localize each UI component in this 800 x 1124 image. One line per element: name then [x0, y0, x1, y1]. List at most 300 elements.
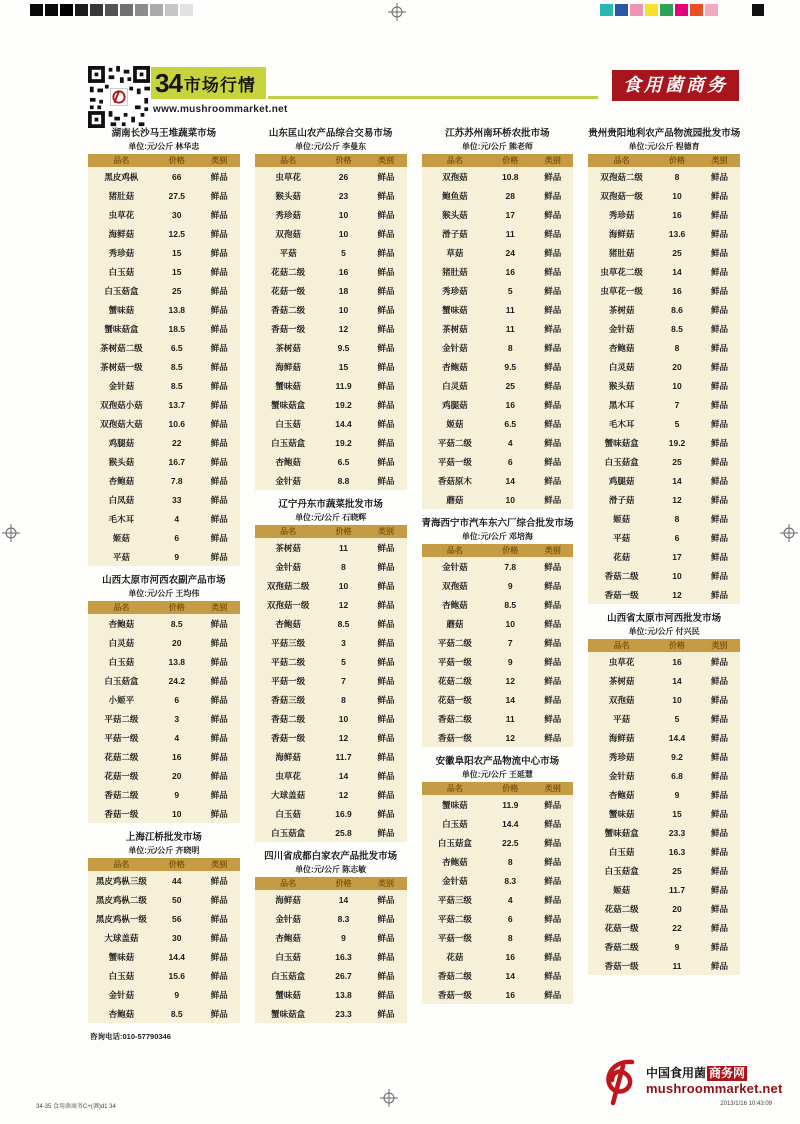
category-cell: 鲜品: [544, 475, 562, 486]
category-cell: 鲜品: [544, 361, 562, 372]
price-cell: 9: [507, 580, 513, 591]
market-unit-reporter: 单位:元/公斤 王均伟: [128, 589, 200, 598]
table-row: [88, 947, 240, 966]
column-header-category: 类别: [199, 858, 240, 871]
product-name-cell: 平菇二级: [437, 437, 472, 448]
category-cell: 鲜品: [711, 456, 729, 467]
table-row: [88, 1004, 240, 1023]
calibration-swatch: [690, 4, 703, 16]
table-row: [422, 319, 574, 338]
column-header-category: 类别: [532, 544, 573, 557]
product-name-cell: 双孢菇: [608, 694, 635, 705]
product-name-cell: 花菇: [613, 551, 631, 562]
price-cell: 8: [507, 932, 513, 943]
category-cell: 鲜品: [377, 789, 395, 800]
category-cell: 鲜品: [210, 361, 228, 372]
product-name-cell: 海鲜菇: [275, 751, 301, 762]
category-cell: 鲜品: [210, 894, 228, 905]
table-header-row: [588, 154, 740, 167]
price-cell: 6.8: [671, 770, 683, 781]
price-cell: 14.4: [668, 732, 686, 743]
category-cell: 鲜品: [711, 399, 729, 410]
category-cell: 鲜品: [544, 951, 562, 962]
table-row: [588, 671, 740, 690]
category-cell: 鲜品: [711, 361, 729, 372]
table-row: [422, 966, 574, 985]
price-cell: 8.5: [170, 361, 183, 372]
price-cell: 10: [672, 380, 682, 391]
product-name-cell: 香菇一级: [271, 323, 306, 334]
table-row: [88, 167, 240, 186]
category-cell: 鲜品: [377, 913, 395, 924]
table-row: [255, 633, 407, 652]
price-cell: 10: [505, 494, 515, 505]
table-row: [88, 528, 240, 547]
table-row: [255, 1004, 407, 1023]
market-title: 湖南长沙马王堆蔬菜市场: [111, 128, 217, 139]
price-table: [422, 782, 574, 1004]
page-title: 市场行情: [183, 75, 256, 95]
market-section: [588, 613, 740, 975]
price-cell: 10.8: [501, 171, 519, 182]
table-row: [255, 471, 407, 490]
market-title: 江苏苏州南环桥农批市场: [445, 128, 550, 139]
category-cell: 鲜品: [377, 751, 395, 762]
registration-mark-left: [2, 524, 20, 542]
table-row: [88, 547, 240, 566]
registration-mark-right: [780, 524, 798, 542]
category-cell: 鲜品: [210, 494, 228, 505]
price-cell: 11: [505, 323, 515, 334]
category-cell: 鲜品: [377, 561, 395, 572]
product-name-cell: 花菇一级: [271, 285, 306, 296]
table-row: [588, 452, 740, 471]
table-header-row: [88, 154, 240, 167]
column-4: [588, 128, 740, 1032]
category-cell: 鲜品: [711, 570, 729, 581]
price-cell: 10: [172, 808, 182, 819]
table-row: [588, 880, 740, 899]
category-cell: 鲜品: [544, 970, 562, 981]
category-cell: 鲜品: [711, 770, 729, 781]
product-name-cell: 蟹味菇: [442, 304, 468, 315]
price-cell: 25: [672, 247, 682, 258]
product-name-cell: 白玉菇: [608, 846, 635, 857]
column-header-price: 价格: [322, 154, 366, 167]
column-header-category: 类别: [699, 154, 740, 167]
table-header-row: [422, 782, 574, 795]
category-cell: 鲜品: [544, 561, 562, 572]
product-name-cell: 香菇二级: [271, 304, 306, 315]
product-name-cell: 蟹味菇: [275, 989, 301, 1000]
price-cell: 5: [674, 418, 680, 429]
product-name-cell: 海鲜菇: [108, 228, 135, 239]
price-cell: 25: [172, 285, 182, 296]
column-header-name: 品名: [588, 154, 655, 167]
table-row: [422, 452, 574, 471]
category-cell: 鲜品: [377, 951, 395, 962]
price-cell: 25: [505, 380, 515, 391]
table-row: [422, 985, 574, 1004]
bottom-logo: [596, 1056, 783, 1106]
price-cell: 19.2: [335, 437, 352, 448]
print-black-square: [752, 4, 764, 16]
price-cell: 8.5: [170, 1008, 183, 1019]
category-cell: 鲜品: [711, 589, 729, 600]
product-name-cell: 花菇二级: [437, 675, 472, 686]
table-row: [588, 766, 740, 785]
price-cell: 23.3: [668, 827, 686, 838]
price-cell: 44: [172, 875, 182, 886]
table-row: [255, 595, 407, 614]
column-header-category: 类别: [532, 782, 573, 795]
calibration-swatch: [705, 4, 718, 16]
price-cell: 13.8: [335, 989, 352, 1000]
product-name-cell: 杏鲍菇: [275, 932, 301, 943]
market-section: [255, 128, 407, 490]
price-cell: 9: [174, 989, 180, 1000]
product-name-cell: 虫草花一级: [600, 285, 643, 296]
product-name-cell: 虫草花: [275, 171, 301, 182]
price-cell: 6: [507, 913, 513, 924]
table-row: [422, 376, 574, 395]
column-header-name: 品名: [422, 154, 489, 167]
product-name-cell: 金针菇: [275, 561, 301, 572]
price-cell: 12: [505, 675, 515, 686]
column-header-price: 价格: [488, 154, 532, 167]
price-cell: 10: [505, 618, 515, 629]
category-cell: 鲜品: [210, 209, 228, 220]
product-name-cell: 双孢菇二级: [266, 580, 310, 591]
product-name-cell: 蟹味菇: [108, 951, 135, 962]
table-row: [88, 709, 240, 728]
market-title: 山西省太原市河西批发市场: [607, 613, 722, 624]
product-name-cell: 花菇二级: [604, 903, 639, 914]
market-unit-reporter: 单位:元/公斤 邓培海: [461, 532, 533, 541]
price-cell: 11.9: [335, 380, 352, 391]
table-row: [422, 652, 574, 671]
price-cell: 9.5: [504, 361, 517, 372]
table-row: [88, 338, 240, 357]
category-cell: 鲜品: [711, 846, 729, 857]
price-cell: 8.3: [337, 913, 350, 924]
product-name-cell: 秀珍菇: [108, 247, 135, 258]
market-title: 上海江桥批发市场: [125, 832, 202, 843]
product-name-cell: 杏鲍菇: [275, 618, 301, 629]
product-name-cell: 猴头菇: [608, 380, 635, 391]
price-cell: 33: [172, 494, 182, 505]
product-name-cell: 猪肚菇: [442, 266, 468, 277]
calibration-swatch: [165, 4, 178, 16]
table-row: [88, 690, 240, 709]
market-title: 安徽阜阳农产品物流中心市场: [435, 756, 560, 767]
category-cell: 鲜品: [210, 770, 228, 781]
mushroom-logo-icon: [596, 1056, 642, 1106]
calibration-swatch: [180, 4, 193, 16]
table-row: [422, 852, 574, 871]
calibration-swatch: [660, 4, 673, 16]
table-row: [422, 338, 574, 357]
market-section: [88, 128, 240, 566]
product-name-cell: 杏鲍菇: [608, 789, 635, 800]
column-header-name: 品名: [88, 601, 155, 614]
product-name-cell: 滑子菇: [442, 228, 468, 239]
product-name-cell: 香菇二级: [437, 713, 472, 724]
price-cell: 18: [338, 285, 349, 296]
price-cell: 14: [672, 266, 682, 277]
product-name-cell: 香菇一级: [604, 960, 639, 971]
table-row: [88, 205, 240, 224]
product-name-cell: 金针菇: [108, 989, 135, 1000]
table-row: [255, 576, 407, 595]
price-table: [422, 154, 574, 509]
product-name-cell: 白玉菇: [108, 656, 135, 667]
category-cell: 鲜品: [711, 475, 729, 486]
price-cell: 15.6: [168, 970, 186, 981]
price-cell: 4: [174, 513, 180, 524]
category-cell: 鲜品: [544, 732, 562, 743]
product-name-cell: 白玉菇: [275, 418, 301, 429]
product-name-cell: 白玉菇盒: [604, 456, 639, 467]
price-cell: 6.5: [337, 456, 350, 467]
product-name-cell: 虫草花: [608, 656, 635, 667]
product-name-cell: 黑皮鸡枞: [104, 171, 139, 182]
price-cell: 12: [505, 732, 515, 743]
table-row: [588, 357, 740, 376]
price-cell: 5: [341, 247, 346, 258]
product-name-cell: 香菇二级: [104, 789, 139, 800]
table-row: [422, 947, 574, 966]
category-cell: 鲜品: [377, 456, 395, 467]
product-name-cell: 花菇二级: [271, 266, 306, 277]
price-cell: 15: [672, 808, 682, 819]
page-title-badge: [151, 67, 266, 99]
product-name-cell: 花菇二级: [104, 751, 139, 762]
product-name-cell: 鸡腿菇: [108, 437, 135, 448]
price-cell: 5: [507, 285, 513, 296]
product-name-cell: 香菇三级: [271, 694, 306, 705]
price-cell: 11: [505, 713, 515, 724]
category-cell: 鲜品: [210, 532, 228, 543]
category-cell: 鲜品: [377, 361, 395, 372]
product-name-cell: 大球盖菇: [271, 789, 306, 800]
column-header-price: 价格: [155, 154, 199, 167]
product-name-cell: 秀珍菇: [275, 209, 301, 220]
price-cell: 14: [672, 675, 682, 686]
product-name-cell: 杏鲍菇: [442, 856, 468, 867]
price-cell: 14.4: [501, 818, 519, 829]
category-cell: 鲜品: [711, 342, 729, 353]
product-name-cell: 平菇三级: [437, 894, 472, 905]
category-cell: 鲜品: [711, 266, 729, 277]
table-row: [255, 538, 407, 557]
category-cell: 鲜品: [377, 580, 395, 591]
product-name-cell: 花菇一级: [104, 770, 139, 781]
product-name-cell: 黑皮鸡枞三级: [95, 875, 147, 886]
column-header-name: 品名: [88, 858, 155, 871]
table-row: [588, 804, 740, 823]
market-section: [88, 575, 240, 823]
price-cell: 19.2: [668, 437, 686, 448]
category-cell: 鲜品: [377, 694, 395, 705]
contact-phone: 咨询电话:010-57790346: [90, 1032, 171, 1041]
category-cell: 鲜品: [377, 675, 395, 686]
price-table: [588, 639, 740, 975]
category-cell: 鲜品: [210, 475, 228, 486]
table-row: [255, 357, 407, 376]
category-cell: 鲜品: [377, 637, 395, 648]
table-row: [422, 909, 574, 928]
product-name-cell: 平菇二级: [437, 637, 472, 648]
category-cell: 鲜品: [544, 713, 562, 724]
table-row: [588, 728, 740, 747]
table-row: [88, 614, 240, 633]
table-row: [588, 205, 740, 224]
product-name-cell: 平菇三级: [271, 637, 306, 648]
calibration-swatch: [645, 4, 658, 16]
category-cell: 鲜品: [377, 323, 395, 334]
product-name-cell: 茶树菇: [442, 323, 468, 334]
price-cell: 11: [505, 304, 515, 315]
category-cell: 鲜品: [377, 399, 395, 410]
category-cell: 鲜品: [711, 437, 729, 448]
logo-text-cn: 中国食用菌: [646, 1066, 707, 1080]
product-name-cell: 香菇原木: [437, 475, 472, 486]
calibration-swatch: [90, 4, 103, 16]
product-name-cell: 双孢菇一级: [600, 190, 643, 201]
column-header-category: 类别: [532, 154, 573, 167]
column-header-category: 类别: [366, 525, 407, 538]
table-row: [255, 319, 407, 338]
price-cell: 16: [172, 751, 182, 762]
category-cell: 鲜品: [210, 171, 228, 182]
market-section: [255, 851, 407, 1023]
table-row: [88, 262, 240, 281]
product-name-cell: 双孢菇一级: [266, 599, 310, 610]
price-cell: 16: [505, 989, 515, 1000]
price-cell: 5: [674, 713, 680, 724]
column-header-price: 价格: [655, 639, 699, 652]
category-cell: 鲜品: [711, 827, 729, 838]
table-row: [88, 376, 240, 395]
column-header-category: 类别: [366, 877, 407, 890]
market-section: [422, 128, 574, 509]
price-cell: 22: [672, 922, 682, 933]
table-row: [422, 633, 574, 652]
table-row: [88, 671, 240, 690]
price-cell: 14: [338, 894, 349, 905]
masthead-logo: 食用菌商务: [612, 70, 739, 101]
print-black-square: [30, 4, 43, 16]
category-cell: 鲜品: [377, 599, 395, 610]
table-row: [255, 300, 407, 319]
table-row: [255, 947, 407, 966]
price-cell: 16: [505, 399, 515, 410]
category-cell: 鲜品: [544, 247, 562, 258]
category-cell: 鲜品: [711, 884, 729, 895]
product-name-cell: 花菇一级: [437, 694, 472, 705]
category-cell: 鲜品: [544, 228, 562, 239]
table-row: [422, 414, 574, 433]
category-cell: 鲜品: [544, 380, 562, 391]
table-row: [255, 728, 407, 747]
product-name-cell: 姬菇: [613, 884, 631, 895]
category-cell: 鲜品: [544, 637, 562, 648]
product-name-cell: 茶树菇: [275, 342, 301, 353]
product-name-cell: 蟹味菇盒: [271, 1008, 306, 1019]
price-cell: 24: [505, 247, 515, 258]
table-row: [422, 595, 574, 614]
print-black-square: [45, 4, 58, 16]
price-cell: 7.8: [504, 561, 517, 572]
product-name-cell: 金针菇: [608, 323, 635, 334]
table-row: [588, 509, 740, 528]
table-row: [588, 395, 740, 414]
category-cell: 鲜品: [210, 618, 228, 629]
table-row: [588, 690, 740, 709]
category-cell: 鲜品: [544, 494, 562, 505]
category-cell: 鲜品: [711, 285, 729, 296]
category-cell: 鲜品: [544, 456, 562, 467]
product-name-cell: 海鲜菇: [275, 894, 301, 905]
table-header-row: [255, 525, 407, 538]
price-cell: 12: [338, 599, 349, 610]
market-unit-reporter: 单位:元/公斤 付兴民: [628, 627, 700, 636]
table-row: [422, 671, 574, 690]
table-row: [255, 966, 407, 985]
table-row: [88, 966, 240, 985]
category-cell: 鲜品: [711, 304, 729, 315]
product-name-cell: 毛木耳: [108, 513, 135, 524]
market-section: [588, 128, 740, 604]
category-cell: 鲜品: [210, 1008, 228, 1019]
category-cell: 鲜品: [711, 694, 729, 705]
price-cell: 4: [507, 437, 513, 448]
table-row: [255, 614, 407, 633]
category-cell: 鲜品: [544, 837, 562, 848]
price-cell: 20: [672, 361, 682, 372]
product-name-cell: 平菇一级: [271, 675, 306, 686]
price-table: [88, 858, 240, 1023]
market-unit-reporter: 单位:元/公斤 齐晓明: [128, 846, 200, 855]
price-cell: 10: [338, 580, 349, 591]
column-3: [422, 128, 574, 1032]
product-name-cell: 蘑菇: [446, 494, 464, 505]
product-name-cell: 白凤菇: [108, 494, 135, 505]
category-cell: 鲜品: [544, 818, 562, 829]
column-header-name: 品名: [88, 154, 155, 167]
price-cell: 16.3: [668, 846, 686, 857]
category-cell: 鲜品: [377, 542, 395, 553]
price-cell: 10: [672, 190, 682, 201]
price-cell: 14.4: [168, 951, 186, 962]
product-name-cell: 白灵菇: [442, 380, 468, 391]
category-cell: 鲜品: [711, 247, 729, 258]
category-cell: 鲜品: [210, 190, 228, 201]
category-cell: 鲜品: [544, 875, 562, 886]
table-row: [588, 585, 740, 604]
column-header-price: 价格: [488, 544, 532, 557]
price-cell: 19.2: [335, 399, 352, 410]
print-info-left: 34-35 食用菌商务C+(调)d1 34: [36, 1104, 116, 1110]
table-row: [88, 224, 240, 243]
price-cell: 10: [672, 570, 682, 581]
table-row: [255, 690, 407, 709]
category-cell: 鲜品: [711, 865, 729, 876]
category-cell: 鲜品: [711, 551, 729, 562]
category-cell: 鲜品: [544, 285, 562, 296]
price-cell: 15: [172, 266, 182, 277]
